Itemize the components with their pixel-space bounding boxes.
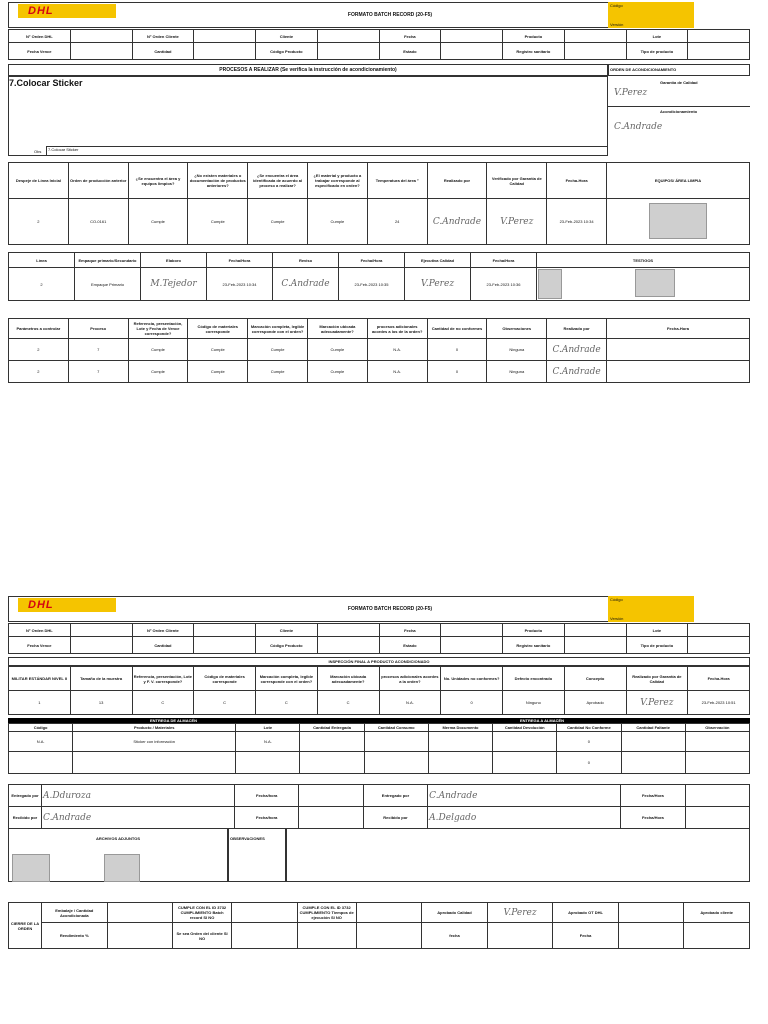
checks-cell: CO-0161: [68, 199, 128, 245]
checks-cell: Cumple: [188, 199, 248, 245]
expiry: [70, 637, 132, 654]
checks-cell: 24: [367, 199, 427, 245]
storage-cell: [364, 752, 428, 774]
control-cell: Cumple: [248, 339, 308, 361]
client: [317, 30, 379, 43]
final-sig: V.Perez: [626, 691, 688, 715]
label-code: Código Producto: [256, 637, 318, 654]
label-expiry: Fecha Vence: [9, 43, 71, 60]
closing-label: CIERRE DE LA ORDEN: [9, 903, 42, 949]
equipment-photo[interactable]: [649, 203, 707, 239]
quality-line: [608, 106, 750, 107]
handover-table: [8, 784, 750, 829]
final-header: Fecha-Hora: [688, 667, 750, 691]
control-header: Marcación ubicada adecuadamente?: [307, 319, 367, 339]
order-client: [194, 30, 256, 43]
dhl-logo: DHL: [18, 598, 116, 612]
order-dhl: [70, 624, 132, 637]
process-header-text: PROCESOS A REALIZAR (Se verifica la instrucción de acondicionamiento): [219, 67, 397, 73]
checks-sig-verified: V.Perez: [487, 199, 547, 245]
final-header: Marcación completa, legible corresponde con el orden?: [256, 667, 318, 691]
received-sig-2: A.Delgado: [428, 807, 621, 829]
control-header: Fecha-Hora: [607, 319, 750, 339]
closing-date-label: fecha: [422, 923, 488, 949]
label-expiry: Fecha Vence: [9, 637, 71, 654]
label-order-client: N° Orden Cliente: [132, 624, 194, 637]
checks-sig-done: C.Andrade: [427, 199, 487, 245]
line-header: Empaque primario/Secundario: [75, 253, 141, 268]
storage-col: Cantidad Entregada: [300, 724, 364, 732]
final-cell: 1: [9, 691, 71, 715]
meta-label-version: Versión: [610, 616, 624, 621]
datetime-label-2: Fecha/Hora: [621, 807, 685, 829]
label-order-dhl: N° Orden DHL: [9, 624, 71, 637]
final-header: Defecto encontrado: [503, 667, 565, 691]
storage-cell: 0: [557, 732, 621, 752]
label-type: Tipo de producto: [626, 43, 688, 60]
storage-col: Cantidad Consumo: [364, 724, 428, 732]
date: [441, 624, 503, 637]
handover-dt: [685, 807, 749, 829]
lot: [688, 30, 750, 43]
control-header: Marcación completa, legible corresponde con el orden?: [248, 319, 308, 339]
received-sig: C.Andrade: [42, 807, 235, 829]
line-header: Fecha/Hora: [339, 253, 405, 268]
line-cell: 23-Feb-2023 10:35: [339, 268, 405, 301]
meta-label-code: Código: [610, 3, 623, 8]
closing-b-label: Rendimiento %: [42, 923, 108, 949]
client: [317, 624, 379, 637]
final-cell: Aprobado: [564, 691, 626, 715]
control-header: Parámetros a controlar: [9, 319, 69, 339]
label-sanitary: Registro sanitario: [503, 43, 565, 60]
conditioning-label: Acondicionamiento: [660, 109, 698, 114]
closing-e-label: CUMPLE CON EL ID 3732 CUMPLIMIENTO Tiempos de ejecución SI NO: [297, 903, 356, 923]
control-cell: Ninguna: [487, 361, 547, 383]
closing-e-value: [356, 903, 422, 923]
final-header: MILITAR ESTÁNDAR NIVEL II: [9, 667, 71, 691]
control-cell: N.A.: [367, 339, 427, 361]
label-date: Fecha: [379, 624, 441, 637]
control-cell: [607, 339, 750, 361]
delivered-sig: A.Dduroza: [42, 785, 235, 807]
label-product: Producto: [503, 624, 565, 637]
line-header: Fecha/Hora: [471, 253, 537, 268]
line-header: TESTIGOS: [537, 253, 750, 268]
label-client: Cliente: [256, 624, 318, 637]
storage-col: Producto / Materiales: [73, 724, 236, 732]
label-lot: Lote: [626, 624, 688, 637]
storage-header: ENTREGA DE ALMACÉN: [150, 718, 198, 723]
line-header: Fecha/Hora: [207, 253, 273, 268]
control-cell: Cumple: [307, 339, 367, 361]
attachments-label: ARCHIVOS ADJUNTOS: [96, 836, 141, 841]
meta-label-code: Código: [610, 597, 623, 602]
control-cell: [607, 361, 750, 383]
type: [688, 637, 750, 654]
storage-col: Cantidad Devolución: [493, 724, 557, 732]
attachment-photo[interactable]: [12, 854, 50, 882]
closing-a-label: Embalaje / Cantidad Acondicionada: [42, 903, 108, 923]
final-header: Marcación ubicada adecuadamente?: [317, 667, 379, 691]
quality-approval-sig: V.Perez: [487, 903, 553, 923]
meta-label-version: Versión: [610, 22, 624, 27]
label-product: Producto: [503, 30, 565, 43]
control-header: Código de materiales corresponde: [188, 319, 248, 339]
witness-photo[interactable]: [635, 269, 675, 297]
state: [441, 637, 503, 654]
control-sig: C.Andrade: [547, 361, 607, 383]
storage-cell: [300, 732, 364, 752]
checks-header: Realizado por: [427, 163, 487, 199]
final-header: No. Unidades no conformes?: [441, 667, 503, 691]
control-cell: Cumple: [128, 361, 188, 383]
checks-header: ¿Se encuentra el área identificada de acuerdo al proceso a realizar?: [248, 163, 308, 199]
control-header: Observaciones: [487, 319, 547, 339]
storage-col: Cantidad Faltante: [621, 724, 685, 732]
storage-col: Observación: [685, 724, 749, 732]
storage-cell: [9, 752, 73, 774]
checks-header: Orden de producción anterior: [68, 163, 128, 199]
control-header: procesos adicionales acordes a los de la orden?: [367, 319, 427, 339]
control-table: [8, 318, 750, 383]
label-state: Estado: [379, 637, 441, 654]
document-title: FORMATO BATCH RECORD (20-F5): [347, 606, 433, 612]
storage-cell: [73, 752, 236, 774]
storage-cell: N.A.: [9, 732, 73, 752]
delivered-label-2: Entregado por: [363, 785, 427, 807]
closing-b-value: [107, 923, 173, 949]
checks-header: Temperatura del área °: [367, 163, 427, 199]
control-header: Realizado por: [547, 319, 607, 339]
closing-f-value: [356, 923, 422, 949]
line-sig: V.Perez: [405, 268, 471, 301]
label-sanitary: Registro sanitario: [503, 637, 565, 654]
step-note-box: [46, 146, 608, 156]
storage-cell: [493, 732, 557, 752]
header-table-2: [8, 623, 750, 654]
quality-approval-label: Aprobado Calidad: [422, 903, 488, 923]
product: [564, 624, 626, 637]
checks-cell: 2: [9, 199, 69, 245]
label-order-dhl: N° Orden DHL: [9, 30, 71, 43]
type: [688, 43, 750, 60]
delivered-sig-2: C.Andrade: [428, 785, 621, 807]
product: [564, 30, 626, 43]
storage-col: Lote: [236, 724, 300, 732]
control-header: Cantidad de no conformes: [427, 319, 487, 339]
step-area: [8, 76, 608, 156]
label-type: Tipo de producto: [626, 637, 688, 654]
control-cell: 7: [68, 361, 128, 383]
final-cell: 0: [441, 691, 503, 715]
storage-col: Código: [9, 724, 73, 732]
client-approval-label: Aprobado cliente: [684, 903, 750, 923]
control-cell: Cumple: [248, 361, 308, 383]
storage-cell: [364, 732, 428, 752]
label-qty: Cantidad: [132, 43, 194, 60]
control-cell: Cumple: [307, 361, 367, 383]
storage-cell: [621, 752, 685, 774]
document-title: FORMATO BATCH RECORD (20-F5): [347, 12, 433, 18]
checks-header: ¿Se encuentra el área y equipos limpios?: [128, 163, 188, 199]
storage-cell: [685, 752, 749, 774]
closing-c-value: [232, 903, 298, 923]
storage-cell: [493, 752, 557, 774]
control-cell: 7: [68, 339, 128, 361]
received-label-2: Recibido por: [363, 807, 427, 829]
closing-date-2: [618, 923, 684, 949]
checks-cell: 23-Feb-2023 10:34: [547, 199, 607, 245]
received-label: Recibido por: [9, 807, 42, 829]
label-lot: Lote: [626, 30, 688, 43]
dhl-approval-label: Aprobado OT DHL: [553, 903, 619, 923]
dhl-logo: DHL: [18, 4, 116, 18]
checks-cell: Cumple: [128, 199, 188, 245]
delivered-label: Entregado por: [9, 785, 42, 807]
header-table-1: [8, 29, 750, 60]
storage-cell: [236, 752, 300, 774]
handover-dt: [685, 785, 749, 807]
sanitary: [564, 637, 626, 654]
label-code: Código Producto: [256, 43, 318, 60]
code: [317, 637, 379, 654]
line-header: Línea: [9, 253, 75, 268]
storage-col: Merma Documento: [428, 724, 492, 732]
closing-c-label: CUMPLE CON EL ID 3732 CUMPLIMIENTO Batch record SI NO: [173, 903, 232, 923]
checks-header: Fecha-Hora: [547, 163, 607, 199]
label-client: Cliente: [256, 30, 318, 43]
handover-dt: [299, 807, 363, 829]
label-date: Fecha: [379, 30, 441, 43]
closing-a-value: [107, 903, 173, 923]
storage-cell: Sticker con información: [73, 732, 236, 752]
witness-photos: [537, 268, 750, 301]
line-table: [8, 252, 750, 301]
control-cell: 0: [427, 361, 487, 383]
datetime-label: Fecha/hora: [235, 785, 299, 807]
order-dhl: [70, 30, 132, 43]
date: [441, 30, 503, 43]
checks-cell: Cumple: [248, 199, 308, 245]
storage-cell: [685, 732, 749, 752]
control-cell: 0: [427, 339, 487, 361]
label-qty: Cantidad: [132, 637, 194, 654]
checks-header: Verificado por Garantía de Calidad: [487, 163, 547, 199]
datetime-label: Fecha/hora: [235, 807, 299, 829]
code: [317, 43, 379, 60]
storage-cell: N.A.: [236, 732, 300, 752]
storage-col: Cantidad No Conforme: [557, 724, 621, 732]
checks-header: EQUIPOS/ ÁREA LIMPIA: [607, 163, 750, 199]
checks-header: Despeje de Línea Inicial: [9, 163, 69, 199]
checks-table: [8, 162, 750, 245]
storage-cell: 0: [557, 752, 621, 774]
step-note-label: Obs: [34, 149, 42, 154]
line-sig: M.Tejedor: [141, 268, 207, 301]
control-cell: Ninguna: [487, 339, 547, 361]
control-cell: 2: [9, 339, 69, 361]
final-header: Referencia, presentación, Lote y F. V. corresponde?: [132, 667, 194, 691]
control-header: Referencia, presentación, Lote y Fecha de Vence corresponde?: [128, 319, 188, 339]
line-sig: C.Andrade: [273, 268, 339, 301]
final-cell: Ninguno: [503, 691, 565, 715]
final-cell: 23-Feb-2023 10:51: [688, 691, 750, 715]
closing-date: [487, 923, 553, 949]
closing-table: [8, 902, 750, 949]
final-header: procesos adicionales acordes a la orden?: [379, 667, 441, 691]
checks-header: ¿No existen materiales o documentación de productos anteriores?: [188, 163, 248, 199]
handover-dt: [299, 785, 363, 807]
closing-d-value: [232, 923, 298, 949]
label-order-client: N° Orden Cliente: [132, 30, 194, 43]
line-cell: 2: [9, 268, 75, 301]
storage-cell: [621, 732, 685, 752]
lot: [688, 624, 750, 637]
line-cell: 23-Feb-2023 10:36: [471, 268, 537, 301]
closing-d-label: Se sea Orden del cliente SI NO: [173, 923, 232, 949]
final-cell: C: [317, 691, 379, 715]
sanitary: [564, 43, 626, 60]
storage-table: [8, 723, 750, 774]
qty: [194, 43, 256, 60]
dhl-approval-sig: [618, 903, 684, 923]
control-cell: Cumple: [188, 361, 248, 383]
checks-header: ¿El material y producto a trabajar corresponde al especificado en orden?: [307, 163, 367, 199]
signature-quality: V.Perez: [614, 88, 648, 98]
final-inspection-table: [8, 666, 750, 715]
final-header: Tamaño de la muestra: [70, 667, 132, 691]
client-approval-sig: [684, 923, 750, 949]
final-cell: C: [194, 691, 256, 715]
equipment-photo-cell: [607, 199, 750, 245]
datetime-label-2: Fecha/Hora: [621, 785, 685, 807]
final-cell: N.A.: [379, 691, 441, 715]
expiry: [70, 43, 132, 60]
line-cell: 23-Feb-2023 10:34: [207, 268, 273, 301]
step-title: 7.Colocar Sticker: [9, 78, 83, 88]
witness-photo[interactable]: [538, 269, 562, 299]
attachment-photo[interactable]: [104, 854, 140, 882]
final-header: Concepto: [564, 667, 626, 691]
control-cell: Cumple: [128, 339, 188, 361]
delivery-header: ENTREGA A ALMACÉN: [520, 718, 565, 723]
line-cell: Empaque Primario: [75, 268, 141, 301]
label-state: Estado: [379, 43, 441, 60]
line-header: Ejecutiva Calidad: [405, 253, 471, 268]
closing-date-label-2: Fecha: [553, 923, 619, 949]
final-header: Realizado por Garantía de Calidad: [626, 667, 688, 691]
storage-cell: [300, 752, 364, 774]
line-header: Reviso: [273, 253, 339, 268]
signature-conditioning: C.Andrade: [614, 122, 663, 132]
observations-label: OBSERVACIONES: [230, 836, 265, 841]
final-header: Código de materiales corresponde: [194, 667, 256, 691]
observations-area[interactable]: [286, 828, 750, 882]
line-header: Elaboro: [141, 253, 207, 268]
control-cell: N.A.: [367, 361, 427, 383]
control-sig: C.Andrade: [547, 339, 607, 361]
order-side-header-text: ORDEN DE ACONDICIONAMIENTO: [610, 67, 677, 72]
step-note: 7.Colocar Sticker: [48, 147, 79, 152]
final-cell: C: [132, 691, 194, 715]
storage-cell: [428, 732, 492, 752]
control-cell: Cumple: [188, 339, 248, 361]
checks-cell: Cumple: [307, 199, 367, 245]
final-cell: C: [256, 691, 318, 715]
control-header: Proceso: [68, 319, 128, 339]
storage-cell: [428, 752, 492, 774]
closing-f-label: [297, 923, 356, 949]
order-client: [194, 624, 256, 637]
control-cell: 2: [9, 361, 69, 383]
state: [441, 43, 503, 60]
final-cell: 13: [70, 691, 132, 715]
quality-label: Garantía de Calidad: [660, 80, 698, 85]
final-inspection-title: INSPECCIÓN FINAL A PRODUCTO ACONDICIONADO: [328, 659, 430, 664]
qty: [194, 637, 256, 654]
